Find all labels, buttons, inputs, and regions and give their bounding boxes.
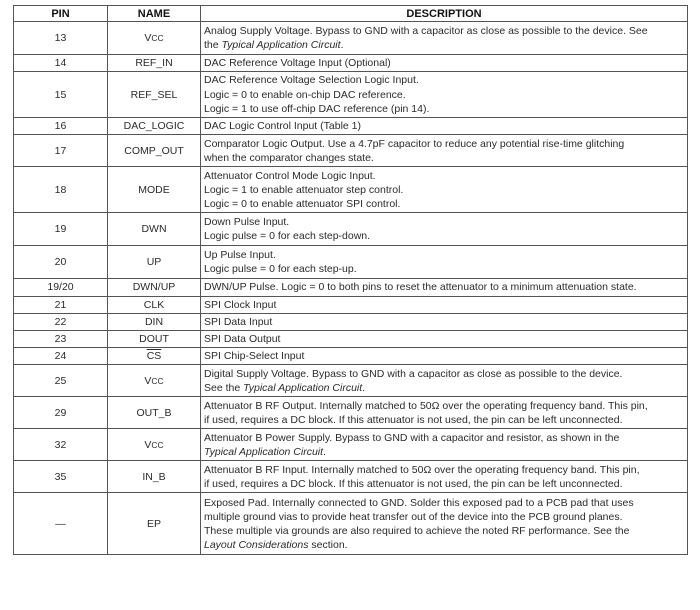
description-text: SPI Clock Input <box>204 298 277 311</box>
description-text: Down Pulse Input. <box>204 216 290 229</box>
pin-number-cell: 32 <box>14 429 108 461</box>
pin-name: $\overline{CS}$ <box>146 350 162 363</box>
pin-number-cell: 35 <box>14 461 108 493</box>
pin-name-cell <box>108 461 201 493</box>
description-text: Analog Supply Voltage. Bypass to GND with a capacitor as close as possible to the device. See <box>204 24 648 37</box>
description-text: DWN/UP Pulse. Logic = 0 to both pins to reset the attenuator to a minimum attenuation state. <box>204 281 637 294</box>
pin-description-cell <box>201 246 688 279</box>
pin-name-cell <box>108 22 201 55</box>
pin-number-cell: 13 <box>14 22 108 55</box>
pin-number-cell: 16 <box>14 118 108 135</box>
pin-name: V <box>144 438 152 451</box>
pin-number-cell: 20 <box>14 246 108 279</box>
description-text: See the <box>204 381 244 394</box>
description-line <box>204 510 683 524</box>
description-line <box>204 183 683 197</box>
description-text: if used, requires a DC block. If this attenuator is not used, the pin can be left unconnected. <box>204 413 623 426</box>
description-text: SPI Data Output <box>204 333 281 346</box>
pin-number-cell: 25 <box>14 365 108 397</box>
pin-number-cell: 19 <box>14 213 108 246</box>
pin-name-cell <box>108 213 201 246</box>
pin-name: UP <box>146 256 162 269</box>
pin-name-subscript: CC <box>151 375 164 386</box>
description-line <box>204 38 683 52</box>
description-line <box>204 73 683 87</box>
pin-name: DOUT <box>139 333 169 346</box>
description-line <box>204 332 683 346</box>
pin-number-cell: — <box>14 493 108 555</box>
pin-name-subscript: CC <box>151 32 164 43</box>
italic-reference: Typical Application Circuit <box>243 381 363 394</box>
pin-description-cell <box>201 313 688 330</box>
description-text: SPI Data Input <box>204 315 273 328</box>
pin-name-cell <box>108 279 201 296</box>
description-line <box>204 102 683 116</box>
pin-description-cell <box>201 167 688 213</box>
description-text: Up Pulse Input. <box>204 249 276 262</box>
pin-description-cell <box>201 365 688 397</box>
description-line <box>204 280 683 294</box>
description-line <box>204 463 683 477</box>
pin-name-cell <box>108 72 201 118</box>
table-row <box>14 279 688 296</box>
description-line <box>204 215 683 229</box>
pin-name: DWN/UP <box>132 281 176 294</box>
description-text: Attenuator Control Mode Logic Input. <box>204 169 376 182</box>
description-text: Logic = 1 to enable attenuator step control. <box>204 183 404 196</box>
description-text: the <box>204 39 222 51</box>
description-line <box>204 413 683 427</box>
description-text: Logic = 1 to use off-chip DAC reference (pin 14). <box>204 102 430 115</box>
description-text: Logic = 0 to enable attenuator SPI control. <box>204 198 401 210</box>
pin-name: IN_B <box>142 470 166 483</box>
pin-number-cell: 14 <box>14 55 108 72</box>
description-line <box>204 431 683 445</box>
pin-name: REF_SEL <box>130 88 178 101</box>
pin-description-cell <box>201 22 688 55</box>
pin-name: OUT_B <box>136 406 172 419</box>
description-text: . <box>323 445 326 458</box>
pin-name: CLK <box>143 298 165 311</box>
description-text: Exposed Pad. Internally connected to GND. Solder this exposed pad to a PCB pad that uses <box>204 496 634 509</box>
description-text: Logic = 0 to enable on-chip DAC reference. <box>204 88 406 101</box>
pin-description-cell <box>201 429 688 461</box>
pin-description-cell <box>201 397 688 429</box>
table-row <box>14 365 688 397</box>
pin-name-cell <box>108 135 201 167</box>
pin-name: V <box>144 374 152 387</box>
pin-description-cell <box>201 118 688 135</box>
pin-name-cell <box>108 365 201 397</box>
header-name: NAME <box>108 6 201 22</box>
pin-number-cell: 19/20 <box>14 279 108 296</box>
table-body <box>14 22 688 555</box>
pin-number-cell: 17 <box>14 135 108 167</box>
pin-name-cell <box>108 313 201 330</box>
pin-description-cell <box>201 213 688 246</box>
description-line <box>204 119 683 133</box>
table-row <box>14 348 688 365</box>
pin-name-cell <box>108 493 201 555</box>
pin-description-cell <box>201 279 688 296</box>
description-text: Logic pulse = 0 for each step-down. <box>204 230 371 243</box>
description-line <box>204 262 683 276</box>
pin-number-cell: 29 <box>14 397 108 429</box>
pin-description-cell <box>201 135 688 167</box>
description-line <box>204 399 683 413</box>
pin-name-cell <box>108 296 201 313</box>
header-row <box>14 6 688 22</box>
table-row <box>14 135 688 167</box>
description-text: These multiple via grounds are also required to achieve the noted RF performance. See the <box>204 524 630 537</box>
table-row <box>14 429 688 461</box>
italic-reference: Layout Considerations <box>204 539 309 552</box>
description-line <box>204 445 683 459</box>
description-text: . <box>340 39 344 51</box>
description-line <box>204 137 683 151</box>
description-line <box>204 538 683 552</box>
description-line <box>204 477 683 491</box>
pin-name-cell <box>108 397 201 429</box>
pin-description-cell <box>201 72 688 118</box>
description-text: Logic pulse = 0 for each step-up. <box>204 263 357 276</box>
table-row <box>14 461 688 493</box>
italic-reference: Typical Application Circuit <box>221 39 341 51</box>
pin-name-cell <box>108 55 201 72</box>
description-text: DAC Reference Voltage Selection Logic Input. <box>204 74 419 87</box>
header-pin: PIN <box>14 6 108 22</box>
pin-name: V <box>144 31 152 44</box>
table-row <box>14 22 688 55</box>
description-line <box>204 248 683 262</box>
pin-name-cell <box>108 348 201 365</box>
description-text: when the comparator changes state. <box>204 151 374 164</box>
table-row <box>14 296 688 313</box>
description-line <box>204 349 683 363</box>
pin-name: DAC_LOGIC <box>123 120 185 133</box>
pin-description-cell <box>201 493 688 555</box>
table-row <box>14 313 688 330</box>
description-text: . <box>362 381 366 394</box>
pin-number-cell: 18 <box>14 167 108 213</box>
pin-number-cell: 24 <box>14 348 108 365</box>
table-row <box>14 493 688 555</box>
description-line <box>204 367 683 381</box>
pin-description-cell <box>201 348 688 365</box>
italic-reference: Typical Application Circuit <box>204 445 324 458</box>
description-line <box>204 315 683 329</box>
pin-name: MODE <box>138 183 170 196</box>
table-row <box>14 167 688 213</box>
pin-number-cell: 21 <box>14 296 108 313</box>
pin-description-cell <box>201 55 688 72</box>
pin-description-table <box>13 5 688 555</box>
description-line <box>204 298 683 312</box>
pin-number-cell: 22 <box>14 313 108 330</box>
description-text: if used, requires a DC block. If this attenuator is not used, the pin can be left unconnected. <box>204 477 623 490</box>
description-text: section. <box>308 539 348 552</box>
description-text: multiple ground vias to provide heat transfer out of the device into the PCB ground planes. <box>204 510 623 523</box>
description-line <box>204 169 683 183</box>
pin-name-cell <box>108 246 201 279</box>
pin-name: EP <box>146 517 161 530</box>
description-line <box>204 24 683 38</box>
description-text: DAC Logic Control Input (Table 1) <box>204 120 361 133</box>
table-row <box>14 55 688 72</box>
description-line <box>204 88 683 102</box>
description-line <box>204 496 683 510</box>
header-description: DESCRIPTION <box>201 6 688 22</box>
pin-name-cell <box>108 118 201 135</box>
pin-name: REF_IN <box>135 57 173 69</box>
description-line <box>204 197 683 211</box>
pin-name-subscript: CC <box>151 439 164 450</box>
pin-description-table-wrapper <box>13 5 687 555</box>
pin-description-cell <box>201 296 688 313</box>
description-line <box>204 381 683 395</box>
pin-name: DWN <box>141 223 167 236</box>
table-row <box>14 72 688 118</box>
pin-number-cell: 23 <box>14 331 108 348</box>
description-text: Attenuator B RF Input. Internally matched to 50Ω over the operating frequency band. This pin, <box>204 463 640 476</box>
pin-name: COMP_OUT <box>124 144 184 157</box>
pin-name-cell <box>108 167 201 213</box>
pin-name-cell <box>108 429 201 461</box>
description-text: Comparator Logic Output. Use a 4.7pF capacitor to reduce any potential rise-time glitching <box>204 137 625 150</box>
description-text: Attenuator B Power Supply. Bypass to GND with a capacitor and resistor, as shown in the <box>204 431 620 444</box>
description-text: Attenuator B RF Output. Internally matched to 50Ω over the operating frequency band. This pin, <box>204 399 648 412</box>
description-line <box>204 56 683 70</box>
pin-description-cell <box>201 461 688 493</box>
table-row <box>14 213 688 246</box>
table-row <box>14 246 688 279</box>
table-row <box>14 118 688 135</box>
description-line <box>204 151 683 165</box>
table-row <box>14 397 688 429</box>
pin-number-cell: 15 <box>14 72 108 118</box>
pin-name-cell <box>108 331 201 348</box>
description-text: Digital Supply Voltage. Bypass to GND with a capacitor as close as possible to the device. <box>204 367 623 380</box>
description-line <box>204 524 683 538</box>
pin-name: DIN <box>144 315 164 328</box>
table-row <box>14 331 688 348</box>
description-text: SPI Chip-Select Input <box>204 350 305 363</box>
description-text: DAC Reference Voltage Input (Optional) <box>204 57 391 69</box>
description-line <box>204 229 683 243</box>
pin-description-cell <box>201 331 688 348</box>
